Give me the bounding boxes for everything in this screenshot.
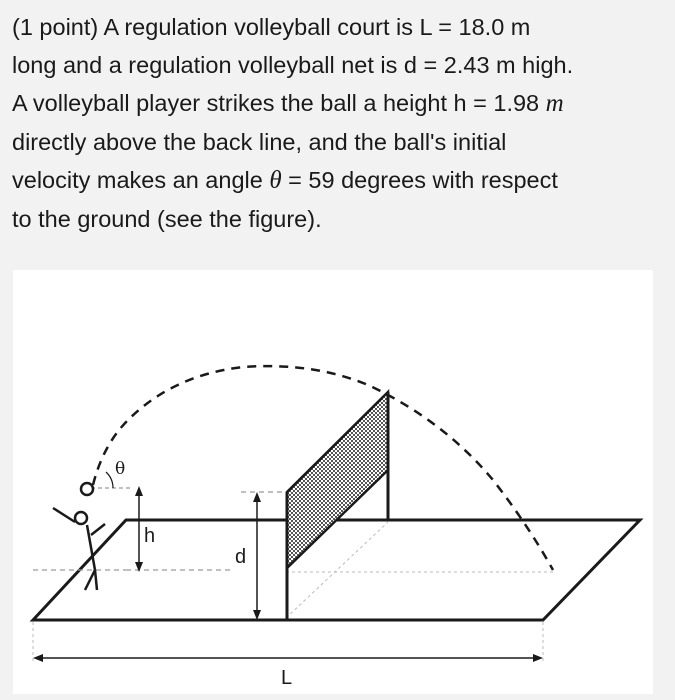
problem-line-4: directly above the back line, and the ball's initial: [12, 129, 507, 155]
d-label: d: [235, 546, 247, 568]
problem-line-5-prefix: velocity makes an angle: [12, 167, 270, 193]
L-dimension-arrow: [33, 654, 543, 662]
h-label: h: [144, 525, 156, 547]
volleyball-ball: [81, 483, 93, 495]
d-dimension-arrow: [253, 492, 261, 620]
problem-line-1: (1 point) A regulation volleyball court is L = 18.0 m: [12, 14, 531, 40]
volleyball-diagram: [13, 270, 653, 694]
problem-line-3-text: A volleyball player strikes the ball a height h = 1.98: [12, 90, 546, 116]
problem-line-3: [12, 84, 662, 123]
problem-line-5-suffix: = 59 degrees with respect: [281, 167, 558, 193]
theta-arc: [106, 472, 113, 488]
problem-line-5: [12, 161, 662, 200]
net-mesh: [287, 392, 388, 568]
h-dimension-arrow: [135, 486, 143, 572]
problem-line-2: long and a regulation volleyball net is d = 2.43 m high.: [12, 52, 574, 78]
L-label: L: [281, 667, 293, 689]
volleyball-figure: [13, 270, 653, 694]
theta-symbol: θ: [269, 167, 282, 194]
problem-statement: [12, 8, 662, 238]
unit-m-italic: m: [545, 90, 564, 117]
problem-line-6: to the ground (see the figure).: [12, 206, 322, 232]
theta-label: θ: [115, 459, 126, 479]
